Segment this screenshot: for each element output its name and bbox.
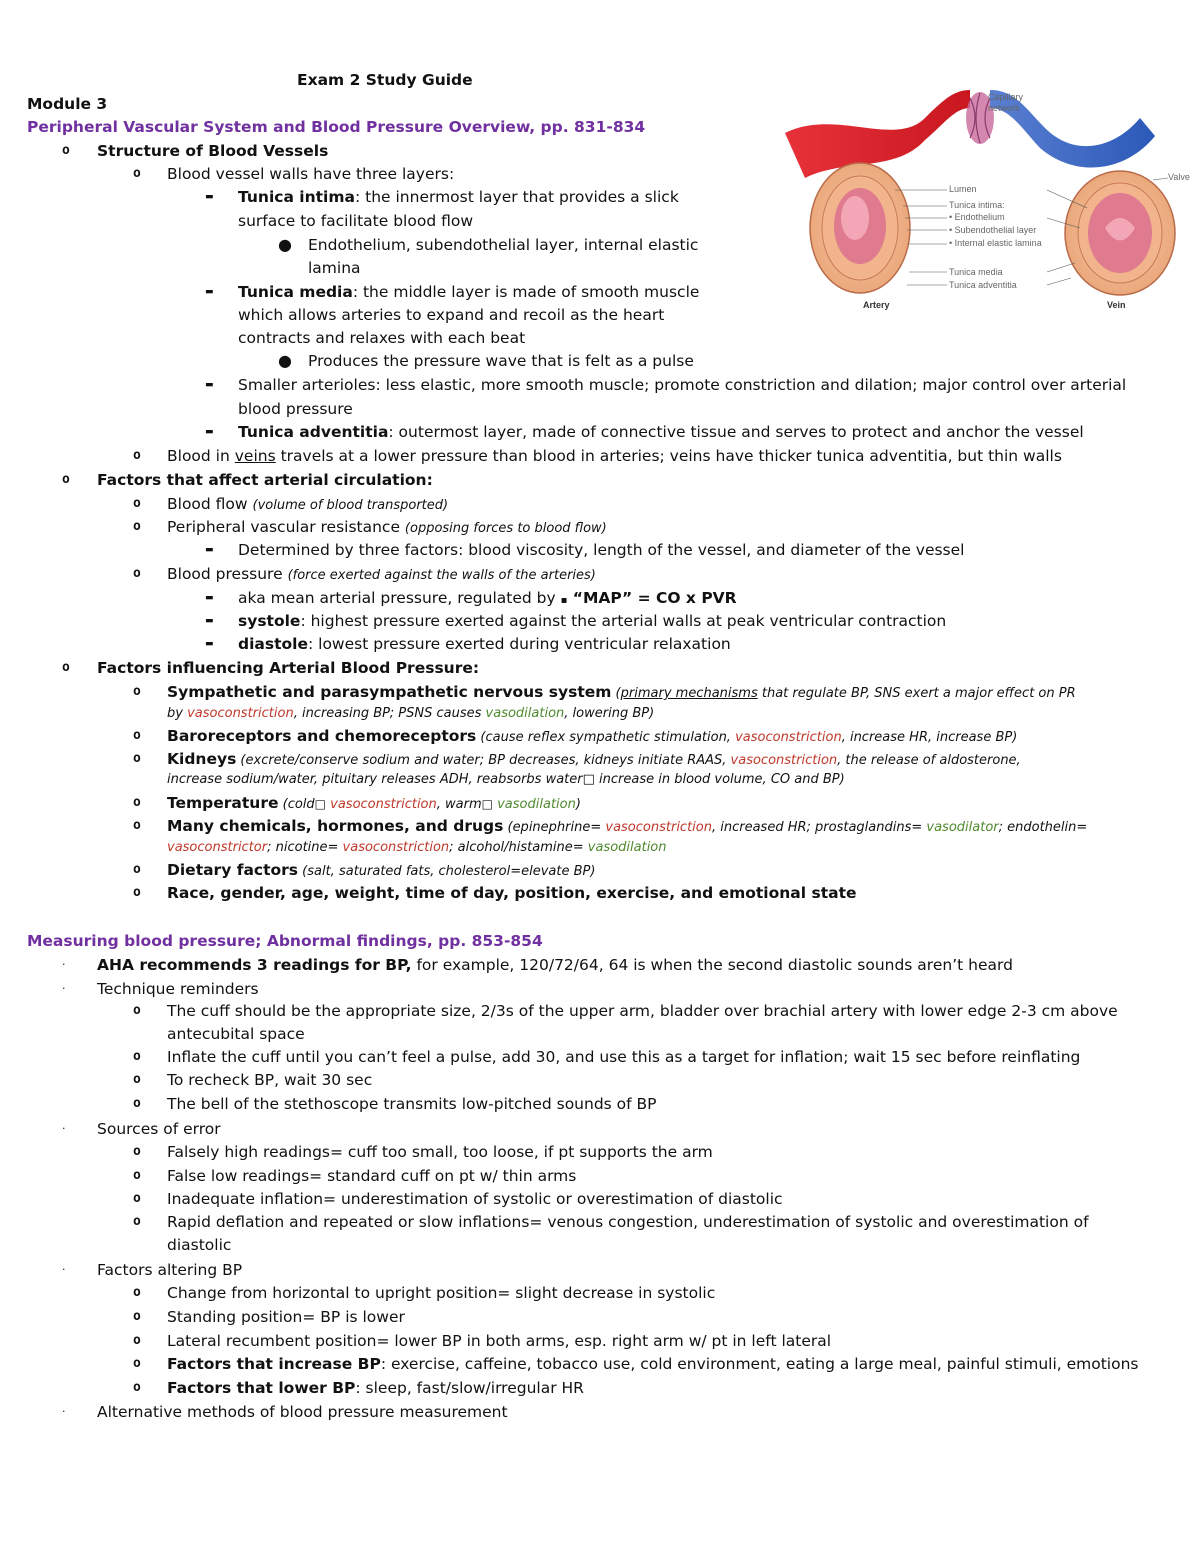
arterioles-line-2: blood pressure [238,400,353,418]
alt-1: Change from horizontal to upright position= slight decrease in systolic [167,1284,716,1302]
elastic-lamina-label: • Internal elastic lamina [949,238,1042,248]
sns-l2-b: , increasing BP; PSNS causes [293,706,486,721]
bullet-dash: ▬ [205,380,214,390]
structure-title: Structure of Blood Vessels [97,142,329,160]
sns-note-underlined: primary mechanisms [620,686,758,701]
alt-4-text: : exercise, caffeine, tobacco use, cold environment, eating a large meal, painful stimuli, emotions [380,1355,1139,1373]
technique-title: Technique reminders [97,980,259,998]
bullet-o: o [133,1380,141,1395]
bullet-o: o [133,519,141,534]
temp-note-b: , warm [436,797,482,812]
tech-1-line-1: The cuff should be the appropriate size, 2/3s of the upper arm, bladder over brachial artery with lower edge 2-3 cm above [167,1002,1118,1020]
error-title: Sources of error [97,1120,221,1138]
intima-label: Tunica intima: [949,200,1005,210]
veins-underlined: veins [234,447,276,465]
bullet-o: o [133,1049,141,1064]
bullet-circle: ● [278,351,292,370]
adventitia-line [238,421,1084,443]
sns-l2-c: , lowering BP) [564,706,655,721]
intima-term: Tunica intima [238,188,355,206]
veins-text-b: travels at a lower pressure than blood in arteries; veins have thicker tunica adventitia, but thin walls [275,447,1062,465]
kidneys-line-2 [167,769,845,791]
bp-note: (force exerted against the walls of the arteries) [287,568,596,583]
endothelium-label: • Endothelium [949,212,1005,222]
diastole-term: diastole [238,635,308,653]
artery-tube [785,90,970,178]
intima-line-1 [238,186,679,208]
alt-5-text: : sleep, fast/slow/irregular HR [355,1379,584,1397]
bullet-dot: · [62,958,66,971]
tech-1-line-2: antecubital space [167,1025,305,1043]
pvr-line [167,516,607,540]
walls-text: Blood vessel walls have three layers: [167,165,455,183]
intima-sub-line-1: Endothelium, subendothelial layer, internal elastic [308,236,699,254]
bullet-o: o [62,472,70,487]
bullet-o: o [133,1168,141,1183]
aha-term: AHA recommends 3 readings for BP, [97,956,412,974]
temperature-line [167,792,581,816]
race-line: Race, gender, age, weight, time of day, position, exercise, and emotional state [167,884,857,902]
temp-note-c: ) [575,797,581,812]
veins-text-a: Blood in [167,447,235,465]
intima-sub-line-2: lamina [308,259,361,277]
bullet-o: o [133,885,141,900]
temp-note-green: vasodilation [492,797,576,812]
kidneys-note-red: vasoconstriction [730,753,838,768]
bullet-o: o [133,496,141,511]
bullet-o: o [133,1144,141,1159]
alt-4 [167,1353,1139,1375]
chem-green-2: vasodilation [587,840,667,855]
alt-2: Standing position= BP is lower [167,1308,405,1326]
chem-b: , increased HR; prostaglandins= [711,820,927,835]
media-line-2: which allows arteries to expand and recoil as the heart [238,306,665,324]
error-3: Inadequate inflation= underestimation of systolic or overestimation of diastolic [167,1190,783,1208]
bullet-dot: · [62,1405,66,1418]
chem-red-3: vasoconstriction [342,840,450,855]
bullet-o: o [133,795,141,810]
aha-line [97,954,1013,976]
kidneys-l2-b: increase in blood volume, CO and BP) [594,772,845,787]
baro-line [167,725,1017,749]
flow-text: Blood flow [167,495,253,513]
systole-term: systole [238,612,301,630]
sns-l2-green: vasodilation [485,706,565,721]
baro-note-red: vasoconstriction [735,730,842,745]
chem-a: (epinephrine= [503,820,606,835]
bullet-o: o [133,1072,141,1087]
media-label: Tunica media [949,267,1003,277]
bp-line [167,563,596,587]
bullet-o: o [133,1333,141,1348]
valve-label: Valve [1168,172,1190,182]
bullet-o: o [133,166,141,181]
bullet-dot: · [62,1122,66,1135]
temp-note-red: vasoconstriction [326,797,437,812]
bullet-dot: · [62,982,66,995]
sns-term: Sympathetic and parasympathetic nervous system [167,683,612,701]
tech-4: The bell of the stethoscope transmits low-pitched sounds of BP [167,1095,657,1113]
diet-line [167,859,595,883]
capillary-label-1: Capillary [988,92,1024,102]
media-line-1 [238,281,699,303]
lumen-label: Lumen [949,184,977,194]
bullet-dash: ▬ [205,639,214,649]
bullet-o: o [133,1191,141,1206]
bullet-o: o [62,143,70,158]
bullet-o: o [133,1356,141,1371]
page-title: Exam 2 Study Guide [297,71,473,89]
media-line-3: contracts and relaxes with each beat [238,329,526,347]
bullet-o: o [133,751,141,766]
aha-text: for example, 120/72/64, 64 is when the second diastolic sounds aren’t heard [411,956,1013,974]
arrow-box-glyph: □ [481,797,493,811]
baro-note-a: (cause reflex sympathetic stimulation, [476,730,736,745]
chem-red-2: vasoconstrictor [167,840,268,855]
bullet-o: o [133,862,141,877]
media-term: Tunica media [238,283,353,301]
kidneys-note-a: (excrete/conserve sodium and water; BP decreases, kidneys initiate RAAS, [236,753,731,768]
baro-term: Baroreceptors and chemoreceptors [167,727,477,745]
sns-line-1 [167,681,1076,705]
pvr-text: Peripheral vascular resistance [167,518,405,536]
chem-red-1: vasoconstriction [605,820,712,835]
adventitia-term: Tunica adventitia [238,423,389,441]
kidneys-note-b: , the release of aldosterone, [837,753,1021,768]
bullet-dash: ▬ [205,593,214,603]
adventitia-label: Tunica adventitia [949,280,1017,290]
error-2: False low readings= standard cuff on pt w/ thin arms [167,1167,577,1185]
diet-note: (salt, saturated fats, cholesterol=elevate BP) [298,864,596,879]
artery-label: Artery [863,300,890,310]
chem-c: ; endothelin= [998,820,1088,835]
chemicals-term: Many chemicals, hormones, and drugs [167,817,504,835]
diet-term: Dietary factors [167,861,299,879]
bullet-dot: · [62,1263,66,1276]
arterial-title: Factors that affect arterial circulation: [97,471,433,489]
alternative-methods: Alternative methods of blood pressure measurement [97,1403,508,1421]
arterioles-line-1: Smaller arterioles: less elastic, more smooth muscle; promote constriction and dilation; major control over arterial [238,376,1127,394]
arrow-box-glyph: □ [314,797,327,811]
sns-l2-red: vasoconstriction [187,706,294,721]
artery-cross-section [810,163,910,293]
alt-4-term: Factors that increase BP [167,1355,381,1373]
influencing-title: Factors influencing Arterial Blood Pressure: [97,659,480,677]
arrow-box-glyph: □ [582,772,595,787]
bp-text: Blood pressure [167,565,288,583]
bullet-o: o [133,566,141,581]
bullet-o: o [133,1309,141,1324]
chem-green-1: vasodilator [926,820,999,835]
chem-e: ; alcohol/histamine= [449,840,588,855]
pvr-sub: Determined by three factors: blood viscosity, length of the vessel, and diameter of the vessel [238,541,965,559]
altering-title: Factors altering BP [97,1261,243,1279]
bullet-dash: ▬ [205,545,214,555]
intima-line-2: surface to facilitate blood flow [238,212,474,230]
systole-text: : highest pressure exerted against the arterial walls at peak ventricular contraction [300,612,947,630]
bullet-o: o [62,660,70,675]
map-line [238,587,737,612]
diastole-line [238,633,731,655]
bullet-o: o [133,448,141,463]
pvr-note: (opposing forces to blood flow) [404,521,607,536]
subendothelial-label: • Subendothelial layer [949,225,1037,235]
media-sub: Produces the pressure wave that is felt as a pulse [308,352,694,370]
baro-note-b: , increase HR, increase BP) [841,730,1018,745]
kidneys-term: Kidneys [167,750,237,768]
sns-note-a: ( [611,686,621,701]
error-4-line-2: diastolic [167,1236,232,1254]
map-formula: “MAP” = CO x PVR [567,589,737,607]
bullet-dash: ▬ [205,616,214,626]
bullet-o: o [133,728,141,743]
vein-label: Vein [1107,300,1126,310]
bullet-o: o [133,1096,141,1111]
bullet-dash: ▬ [205,192,214,202]
section-heading-1: Peripheral Vascular System and Blood Pressure Overview, pp. 831-834 [27,118,646,136]
capillary-label-2: network [988,103,1020,113]
error-4-line-1: Rapid deflation and repeated or slow inflations= venous congestion, underestimation of systolic and overestimation of [167,1213,1089,1231]
error-1: Falsely high readings= cuff too small, too loose, if pt supports the arm [167,1143,713,1161]
sns-note-b: that regulate BP, SNS exert a major effect on PR [757,686,1076,701]
bullet-o: o [133,684,141,699]
alt-5 [167,1377,584,1399]
map-symbol: ▪ [560,595,568,606]
section-heading-2: Measuring blood pressure; Abnormal findings, pp. 853-854 [27,932,543,950]
chemicals-line-2 [167,837,667,859]
bullet-dash: ▬ [205,427,214,437]
bullet-dash: ▬ [205,287,214,297]
veins-line [167,445,1062,467]
blood-vessel-diagram [775,78,1195,318]
alt-5-term: Factors that lower BP [167,1379,356,1397]
tech-3: To recheck BP, wait 30 sec [167,1071,373,1089]
sns-line-2 [167,703,654,725]
bullet-o: o [133,1214,141,1229]
adventitia-text: : outermost layer, made of connective tissue and serves to protect and anchor the vessel [388,423,1084,441]
media-text: : the middle layer is made of smooth muscle [352,283,700,301]
vein-cross-section [1065,171,1175,295]
kidneys-l2-a: increase sodium/water, pituitary releases ADH, reabsorbs water [167,772,583,787]
flow-line [167,493,448,517]
module-label: Module 3 [27,95,108,113]
diastole-text: : lowest pressure exerted during ventricular relaxation [307,635,731,653]
bullet-circle: ● [278,235,292,254]
bullet-o: o [133,1285,141,1300]
intima-text: : the innermost layer that provides a slick [354,188,679,206]
chem-d: ; nicotine= [267,840,343,855]
bullet-o: o [133,1003,141,1018]
tech-2: Inflate the cuff until you can’t feel a pulse, add 30, and use this as a target for inflation; wait 15 sec before reinflating [167,1048,1081,1066]
temp-note-a: (cold [278,797,315,812]
flow-note: (volume of blood transported) [252,498,449,513]
bullet-o: o [133,818,141,833]
chemicals-line-1 [167,815,1087,839]
temperature-term: Temperature [167,794,279,812]
map-text: aka mean arterial pressure, regulated by [238,589,561,607]
sns-l2-a: by [167,706,188,721]
systole-line [238,610,946,632]
alt-3: Lateral recumbent position= lower BP in both arms, esp. right arm w/ pt in left lateral [167,1332,832,1350]
